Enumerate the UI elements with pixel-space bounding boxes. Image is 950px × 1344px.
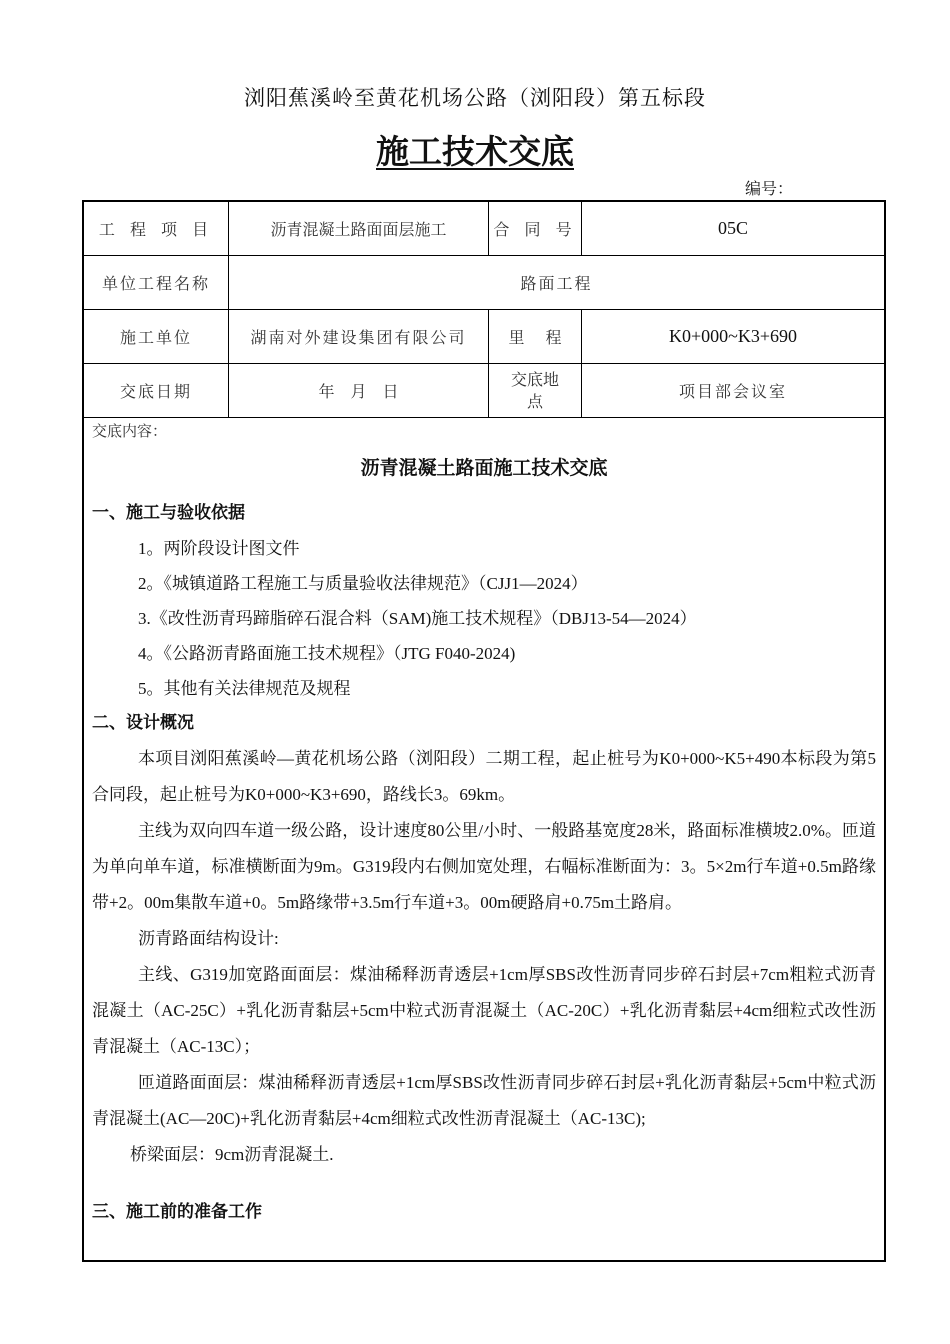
list-item: 4。《公路沥青路面施工技术规程》（JTG F040-2024): [138, 644, 516, 663]
list-item: 5。其他有关法律规范及规程: [138, 679, 351, 698]
mileage-value: K0+000~K3+690: [582, 310, 884, 364]
paragraph: 本项目浏阳蕉溪岭—黄花机场公路（浏阳段）二期工程，起止桩号为K0+000~K5+490本标段为第5合同段，起止桩号为K0+000~K3+690，路线长3。69km。: [92, 749, 876, 804]
location-label: 交底地点: [489, 364, 582, 418]
unit-project-label: 单位工程名称: [84, 256, 229, 310]
project-title: 浏阳蕉溪岭至黄花机场公路（浏阳段）第五标段: [244, 86, 706, 110]
document-title: [0, 126, 950, 173]
paragraph: 主线为双向四车道一级公路，设计速度80公里/小时、一般路基宽度28米，路面标准横坡2.0%。匝道为单向单车道，标准横断面为9m。G319段内右侧加宽处理，右幅标准断面为：3。5×2m行车道+0.5m路缘带+2。00m集散车道+0。5m路缘带+3.5m行车道+3。00m硬路肩+0.75m土路肩。: [92, 821, 876, 912]
number-label: 编号：: [745, 179, 794, 198]
unit-project-value: 路面工程: [229, 256, 884, 310]
paragraph: 匝道路面面层：煤油稀释沥青透层+1cm厚SBS改性沥青同步碎石封层+乳化沥青黏层+5cm中粒式沥青混凝土(AC—20C)+乳化沥青黏层+4cm细粒式改性沥青混凝土（AC-13C);: [92, 1073, 876, 1128]
date-label: 交底日期: [84, 364, 229, 418]
list-item: 3.《改性沥青玛蹄脂碎石混合料（SAM)施工技术规程》（DBJ13-54—2024）: [138, 609, 697, 628]
section-heading-basis: 一、施工与验收依据: [92, 503, 245, 523]
section-heading-design: 二、设计概况: [92, 713, 194, 733]
document-title-text: 施工技术交底: [376, 132, 574, 171]
content-area: [84, 418, 884, 1230]
location-value: 项目部会议室: [582, 364, 884, 418]
content-title: 沥青混凝土路面施工技术交底: [360, 457, 608, 479]
date-value: 年 月 日: [229, 364, 489, 418]
list-item: 2。《城镇道路工程施工与质量验收法律规范》（CJJ1—2024）: [138, 574, 588, 593]
contract-label: 合 同 号: [489, 202, 582, 256]
paragraph: 桥梁面层：9cm沥青混凝土.: [130, 1145, 334, 1164]
paragraph: 主线、G319加宽路面面层：煤油稀释沥青透层+1cm厚SBS改性沥青同步碎石封层+7cm粗粒式沥青混凝土（AC-25C）+乳化沥青黏层+5cm中粒式沥青混凝土（AC-20C）+乳化沥青黏层+4cm细粒式改性沥青混凝土（AC-13C）；: [92, 965, 876, 1056]
spacer: [92, 1173, 876, 1195]
constructor-label: 施工单位: [84, 310, 229, 364]
project-value: 沥青混凝土路面面层施工: [229, 202, 489, 256]
project-label: 工 程 项 目: [84, 202, 229, 256]
mileage-label: 里 程: [489, 310, 582, 364]
contract-value: 05C: [582, 202, 884, 256]
list-item: 1。两阶段设计图文件: [138, 539, 300, 558]
content-label: 交底内容：: [92, 422, 168, 440]
constructor-value: 湖南对外建设集团有限公司: [229, 310, 489, 364]
form-table: [82, 200, 886, 1262]
paragraph: 沥青路面结构设计:: [138, 929, 279, 948]
section-heading-preparation: 三、施工前的准备工作: [92, 1202, 262, 1222]
